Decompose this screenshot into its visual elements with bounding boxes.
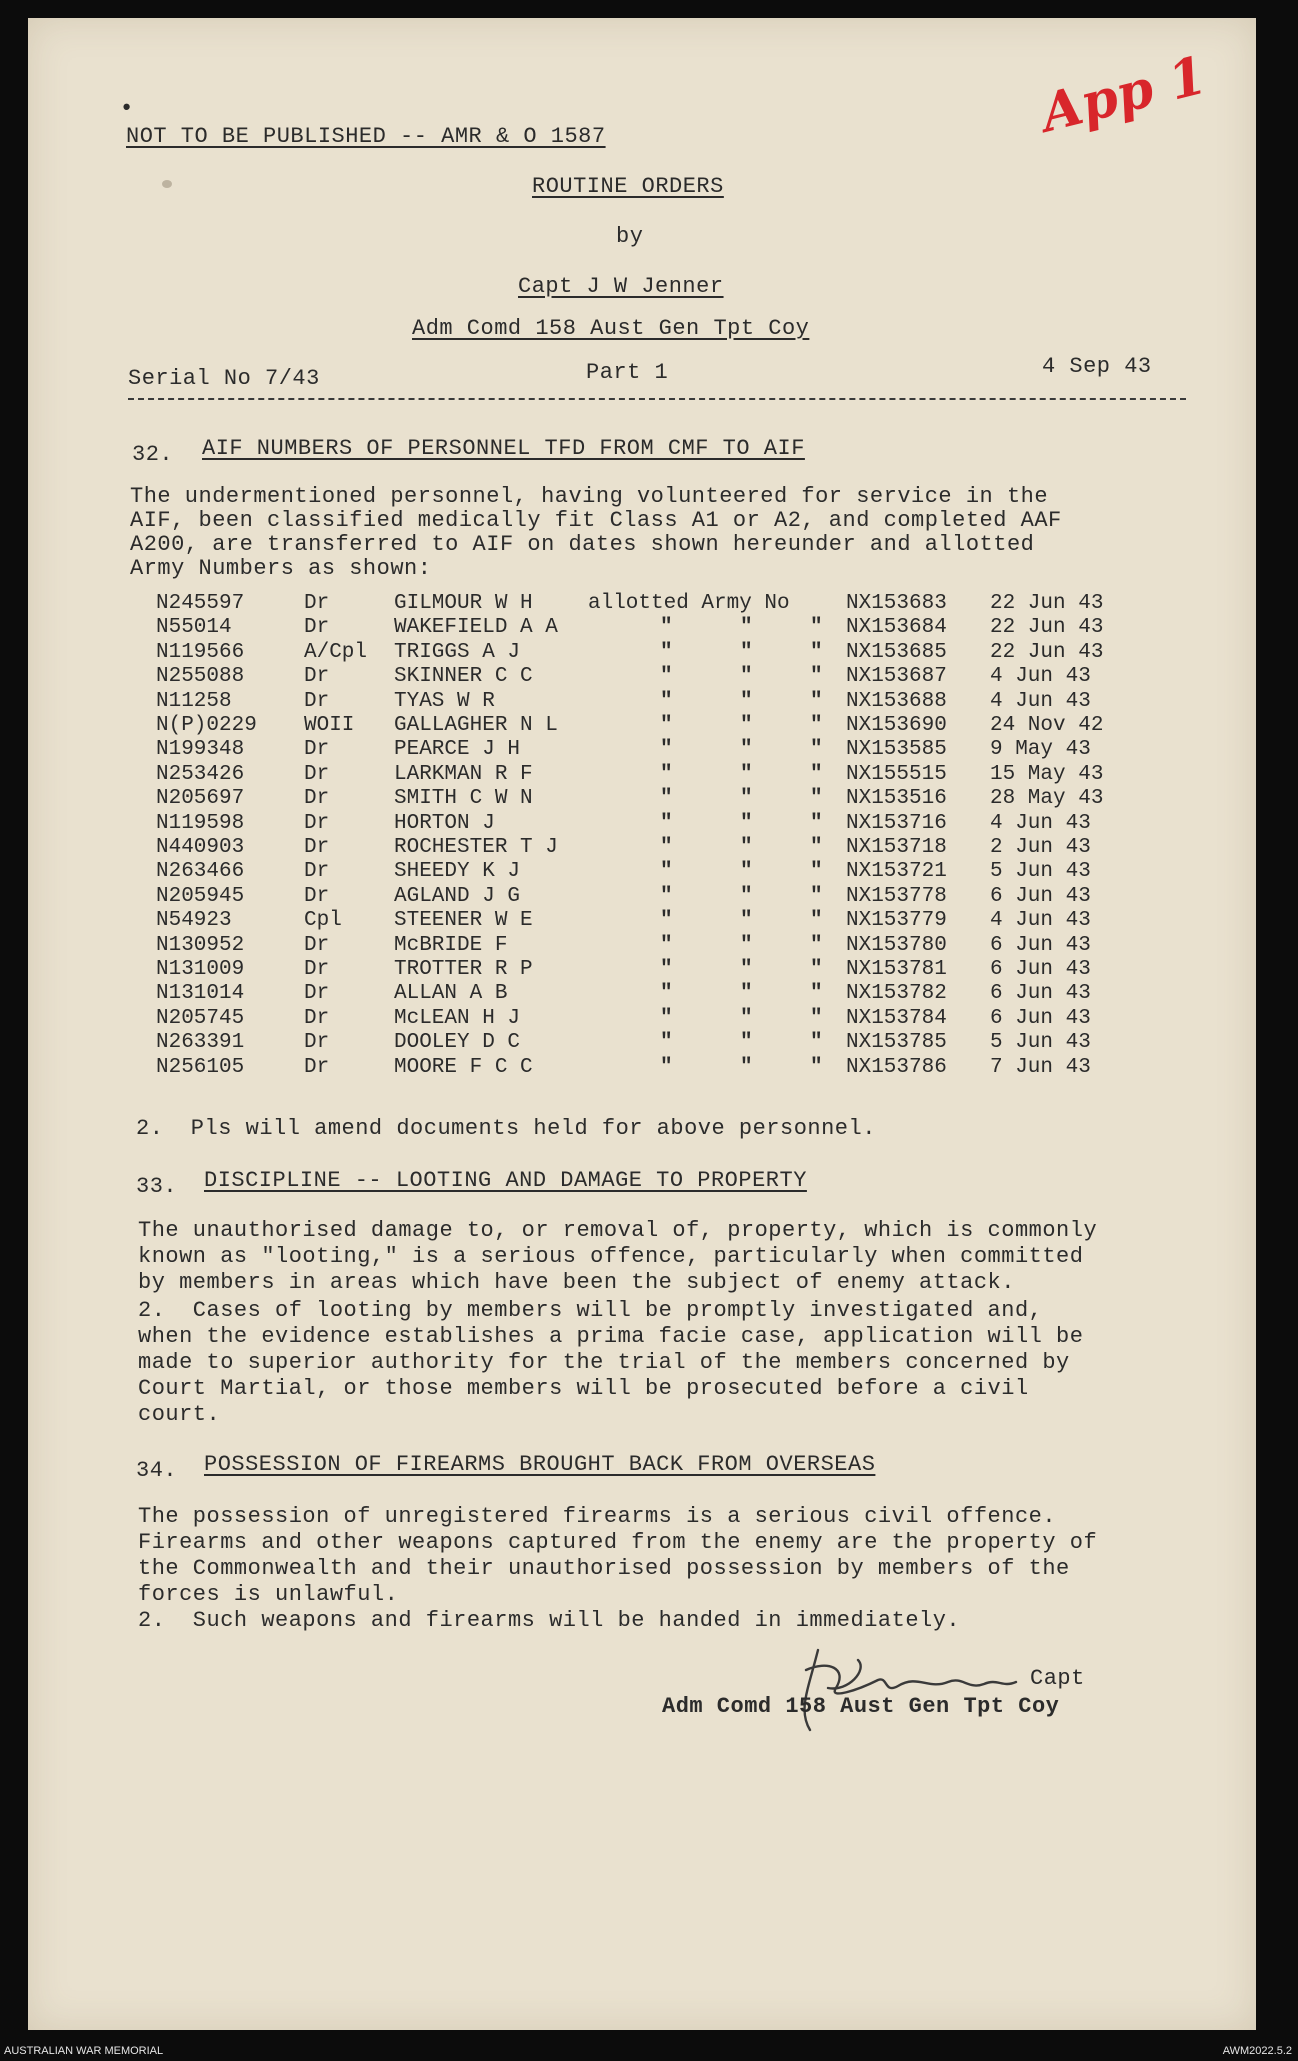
old-army-number: N440903 (156, 836, 245, 859)
transfer-date: 6 Jun 43 (990, 1006, 1091, 1030)
personnel-row (28, 690, 1256, 714)
body-line: The possession of unregistered firearms is a serious civil offence. (138, 1504, 1057, 1529)
transfer-date: 6 Jun 43 (990, 958, 1091, 981)
body-line: Firearms and other weapons captured from the enemy are the property of (138, 1530, 1098, 1555)
ditto-mark: " (810, 762, 823, 786)
name-cell: HORTON J (394, 811, 495, 835)
personnel-row (28, 714, 1256, 738)
rank-cell: Dr (304, 982, 330, 1006)
ditto-mark: " (740, 860, 753, 884)
transfer-date: 4 Jun 43 (990, 665, 1091, 689)
new-army-number: NX153784 (846, 1006, 947, 1030)
name-cell: STEENER W E (394, 909, 533, 933)
new-army-number: NX153718 (846, 836, 947, 859)
ditto-mark: " (660, 738, 673, 762)
name-cell: TROTTER R P (394, 958, 533, 981)
personnel-row (28, 616, 1256, 640)
section-32-heading: AIF NUMBERS OF PERSONNEL TFD FROM CMF TO AIF (202, 436, 805, 461)
body-line: known as "looting," is a serious offence, particularly when committed (138, 1244, 1084, 1269)
ditto-mark: " (810, 836, 823, 859)
intro-line: A200, are transferred to AIF on dates shown hereunder and allotted (130, 532, 1035, 557)
body-line: court. (138, 1402, 221, 1427)
new-army-number: NX153781 (846, 958, 947, 981)
ditto-mark: " (740, 909, 753, 933)
section-34-heading: POSSESSION OF FIREARMS BROUGHT BACK FROM OVERSEAS (204, 1452, 876, 1477)
document-page (28, 18, 1256, 2030)
old-army-number: N253426 (156, 762, 245, 786)
ditto-mark: " (810, 616, 823, 640)
transfer-date: 5 Jun 43 (990, 1031, 1091, 1055)
ditto-mark: " (660, 640, 673, 664)
name-cell: PEARCE J H (394, 738, 521, 762)
personnel-row (28, 934, 1256, 958)
name-cell: GILMOUR W H (394, 592, 533, 615)
footer-right: AWM2022.5.2 (1222, 2045, 1292, 2057)
ditto-mark: " (660, 1006, 673, 1030)
body-line: made to superior authority for the trial of the members concerned by (138, 1350, 1070, 1375)
personnel-row (28, 836, 1256, 860)
rank-cell: Dr (304, 1006, 330, 1030)
new-army-number: NX153585 (846, 738, 947, 762)
rank-cell: Dr (304, 762, 330, 786)
old-army-number: N205745 (156, 1006, 245, 1030)
ditto-mark: " (810, 640, 823, 664)
allotted-label: allotted Army No (588, 592, 790, 615)
appendix-stamp: App 1 (1035, 44, 1213, 145)
ditto-mark: " (810, 1006, 823, 1030)
ditto-mark: " (740, 958, 753, 981)
ditto-mark: " (740, 836, 753, 859)
transfer-date: 9 May 43 (990, 738, 1091, 762)
part-label: Part 1 (586, 360, 669, 385)
intro-line: AIF, been classified medically fit Class A1 or A2, and completed AAF (130, 508, 1062, 533)
ditto-mark: " (660, 665, 673, 689)
signature-unit: Adm Comd 158 Aust Gen Tpt Coy (662, 1694, 1060, 1719)
ditto-mark: " (660, 689, 673, 713)
transfer-date: 4 Jun 43 (990, 909, 1091, 933)
section-33-heading: DISCIPLINE -- LOOTING AND DAMAGE TO PROPERTY (204, 1168, 807, 1193)
section-32-number: 32. (132, 442, 174, 467)
old-army-number: N11258 (156, 689, 232, 713)
rank-cell: Dr (304, 1055, 330, 1079)
header-divider (128, 398, 1186, 400)
name-cell: TYAS W R (394, 689, 495, 713)
personnel-row (28, 1007, 1256, 1031)
ditto-mark: " (810, 714, 823, 737)
personnel-row (28, 1056, 1256, 1080)
transfer-date: 6 Jun 43 (990, 884, 1091, 908)
old-army-number: N199348 (156, 738, 245, 762)
ditto-mark: " (810, 738, 823, 762)
new-army-number: NX153786 (846, 1055, 947, 1079)
new-army-number: NX153685 (846, 640, 947, 664)
old-army-number: N245597 (156, 592, 245, 615)
name-cell: WAKEFIELD A A (394, 616, 558, 640)
transfer-date: 4 Jun 43 (990, 811, 1091, 835)
name-cell: McLEAN H J (394, 1006, 521, 1030)
personnel-row (28, 1031, 1256, 1055)
ditto-mark: " (740, 982, 753, 1006)
signature-rank: Capt (1030, 1666, 1085, 1691)
old-army-number: N205697 (156, 787, 245, 811)
rank-cell: A/Cpl (304, 640, 368, 664)
intro-line: The undermentioned personnel, having volunteered for service in the (130, 484, 1049, 509)
personnel-row (28, 909, 1256, 933)
body-line: 2. Such weapons and firearms will be handed in immediately. (138, 1608, 961, 1633)
handwritten-signature (788, 1630, 1048, 1740)
personnel-row (28, 763, 1256, 787)
body-line: when the evidence establishes a prima facie case, application will be (138, 1324, 1084, 1349)
ditto-mark: " (810, 787, 823, 811)
rank-cell: Dr (304, 836, 330, 859)
old-army-number: N54923 (156, 909, 232, 933)
ditto-mark: " (740, 762, 753, 786)
personnel-row (28, 787, 1256, 811)
officer-name: Capt J W Jenner (518, 274, 724, 299)
ditto-mark: " (660, 909, 673, 933)
footer-left: AUSTRALIAN WAR MEMORIAL (4, 2045, 164, 2057)
rank-cell: Dr (304, 933, 330, 957)
body-line: by members in areas which have been the subject of enemy attack. (138, 1270, 1015, 1295)
ditto-mark: " (810, 982, 823, 1006)
personnel-row (28, 641, 1256, 665)
section-34-number: 34. (136, 1458, 178, 1483)
personnel-row (28, 592, 1256, 616)
transfer-date: 28 May 43 (990, 787, 1104, 811)
ditto-mark: " (740, 714, 753, 737)
ditto-mark: " (740, 616, 753, 640)
rank-cell: Dr (304, 665, 330, 689)
personnel-row (28, 958, 1256, 982)
ditto-mark: " (810, 665, 823, 689)
ditto-mark: " (740, 884, 753, 908)
ditto-mark: " (740, 1031, 753, 1055)
body-line: 2. Cases of looting by members will be promptly investigated and, (138, 1298, 1043, 1323)
name-cell: AGLAND J G (394, 884, 521, 908)
old-army-number: N119566 (156, 640, 245, 664)
name-cell: LARKMAN R F (394, 762, 533, 786)
body-line: forces is unlawful. (138, 1582, 399, 1607)
new-army-number: NX153690 (846, 714, 947, 737)
unit-name: Adm Comd 158 Aust Gen Tpt Coy (412, 316, 810, 341)
rank-cell: Dr (304, 787, 330, 811)
transfer-date: 22 Jun 43 (990, 592, 1104, 615)
ditto-mark: " (660, 762, 673, 786)
transfer-date: 6 Jun 43 (990, 933, 1091, 957)
rank-cell: Dr (304, 738, 330, 762)
new-army-number: NX153516 (846, 787, 947, 811)
ditto-mark: " (660, 787, 673, 811)
ditto-mark: " (660, 860, 673, 884)
old-army-number: N131009 (156, 958, 245, 981)
new-army-number: NX155515 (846, 762, 947, 786)
body-line: Court Martial, or those members will be prosecuted before a civil (138, 1376, 1029, 1401)
ditto-mark: " (660, 958, 673, 981)
ditto-mark: " (660, 616, 673, 640)
personnel-row (28, 982, 1256, 1006)
old-army-number: N55014 (156, 616, 232, 640)
old-army-number: N130952 (156, 933, 245, 957)
ditto-mark: " (740, 787, 753, 811)
rank-cell: Cpl (304, 909, 342, 933)
old-army-number: N255088 (156, 665, 245, 689)
ditto-mark: " (660, 714, 673, 737)
transfer-date: 4 Jun 43 (990, 689, 1091, 713)
old-army-number: N(P)0229 (156, 714, 257, 737)
ditto-mark: " (660, 884, 673, 908)
body-line: the Commonwealth and their unauthorised possession by members of the (138, 1556, 1070, 1581)
transfer-date: 22 Jun 43 (990, 616, 1104, 640)
ditto-mark: " (740, 689, 753, 713)
name-cell: GALLAGHER N L (394, 714, 558, 737)
transfer-date: 5 Jun 43 (990, 860, 1091, 884)
ditto-mark: " (810, 689, 823, 713)
rank-cell: Dr (304, 860, 330, 884)
rank-cell: Dr (304, 811, 330, 835)
classification-line: NOT TO BE PUBLISHED -- AMR & O 1587 (126, 124, 606, 149)
ditto-mark: " (660, 1031, 673, 1055)
transfer-date: 22 Jun 43 (990, 640, 1104, 664)
ditto-mark: " (810, 958, 823, 981)
ditto-mark: " (740, 738, 753, 762)
old-army-number: N119598 (156, 811, 245, 835)
old-army-number: N256105 (156, 1055, 245, 1079)
order-date: 4 Sep 43 (1042, 354, 1152, 379)
intro-line: Army Numbers as shown: (130, 556, 432, 581)
ditto-mark: " (740, 811, 753, 835)
section-32-note: 2. Pls will amend documents held for above personnel. (136, 1116, 876, 1141)
old-army-number: N263391 (156, 1031, 245, 1055)
personnel-row (28, 812, 1256, 836)
document-title: ROUTINE ORDERS (532, 174, 724, 199)
ditto-mark: " (740, 1006, 753, 1030)
ditto-mark: " (810, 1055, 823, 1079)
serial-number: Serial No 7/43 (128, 366, 320, 391)
transfer-date: 15 May 43 (990, 762, 1104, 786)
rank-cell: Dr (304, 884, 330, 908)
name-cell: TRIGGS A J (394, 640, 521, 664)
body-line: The unauthorised damage to, or removal of, property, which is commonly (138, 1218, 1098, 1243)
old-army-number: N263466 (156, 860, 245, 884)
ditto-mark: " (810, 884, 823, 908)
new-army-number: NX153785 (846, 1031, 947, 1055)
new-army-number: NX153683 (846, 592, 947, 615)
new-army-number: NX153780 (846, 933, 947, 957)
name-cell: SKINNER C C (394, 665, 533, 689)
margin-mark: • (120, 96, 134, 121)
transfer-date: 24 Nov 42 (990, 714, 1104, 737)
old-army-number: N131014 (156, 982, 245, 1006)
rank-cell: WOII (304, 714, 355, 737)
ditto-mark: " (660, 811, 673, 835)
rank-cell: Dr (304, 592, 330, 615)
rank-cell: Dr (304, 1031, 330, 1055)
personnel-table (28, 592, 1256, 1092)
name-cell: ALLAN A B (394, 982, 508, 1006)
name-cell: SHEEDY K J (394, 860, 521, 884)
ditto-mark: " (810, 811, 823, 835)
section-33-number: 33. (136, 1174, 178, 1199)
personnel-row (28, 860, 1256, 884)
name-cell: McBRIDE F (394, 933, 508, 957)
rank-cell: Dr (304, 616, 330, 640)
ditto-mark: " (810, 860, 823, 884)
new-army-number: NX153782 (846, 982, 947, 1006)
transfer-date: 6 Jun 43 (990, 982, 1091, 1006)
name-cell: ROCHESTER T J (394, 836, 558, 859)
ditto-mark: " (810, 909, 823, 933)
ditto-mark: " (740, 665, 753, 689)
transfer-date: 7 Jun 43 (990, 1055, 1091, 1079)
rank-cell: Dr (304, 689, 330, 713)
new-army-number: NX153688 (846, 689, 947, 713)
ditto-mark: " (740, 640, 753, 664)
ditto-mark: " (660, 1055, 673, 1079)
new-army-number: NX153684 (846, 616, 947, 640)
new-army-number: NX153716 (846, 811, 947, 835)
by-label: by (616, 224, 644, 249)
name-cell: DOOLEY D C (394, 1031, 521, 1055)
transfer-date: 2 Jun 43 (990, 836, 1091, 859)
name-cell: SMITH C W N (394, 787, 533, 811)
old-army-number: N205945 (156, 884, 245, 908)
new-army-number: NX153721 (846, 860, 947, 884)
name-cell: MOORE F C C (394, 1055, 533, 1079)
ditto-mark: " (810, 1031, 823, 1055)
personnel-row (28, 738, 1256, 762)
punch-mark (162, 180, 172, 188)
new-army-number: NX153778 (846, 884, 947, 908)
ditto-mark: " (740, 933, 753, 957)
rank-cell: Dr (304, 958, 330, 981)
ditto-mark: " (810, 933, 823, 957)
ditto-mark: " (740, 1055, 753, 1079)
ditto-mark: " (660, 836, 673, 859)
ditto-mark: " (660, 933, 673, 957)
personnel-row (28, 885, 1256, 909)
new-army-number: NX153687 (846, 665, 947, 689)
new-army-number: NX153779 (846, 909, 947, 933)
personnel-row (28, 665, 1256, 689)
ditto-mark: " (660, 982, 673, 1006)
